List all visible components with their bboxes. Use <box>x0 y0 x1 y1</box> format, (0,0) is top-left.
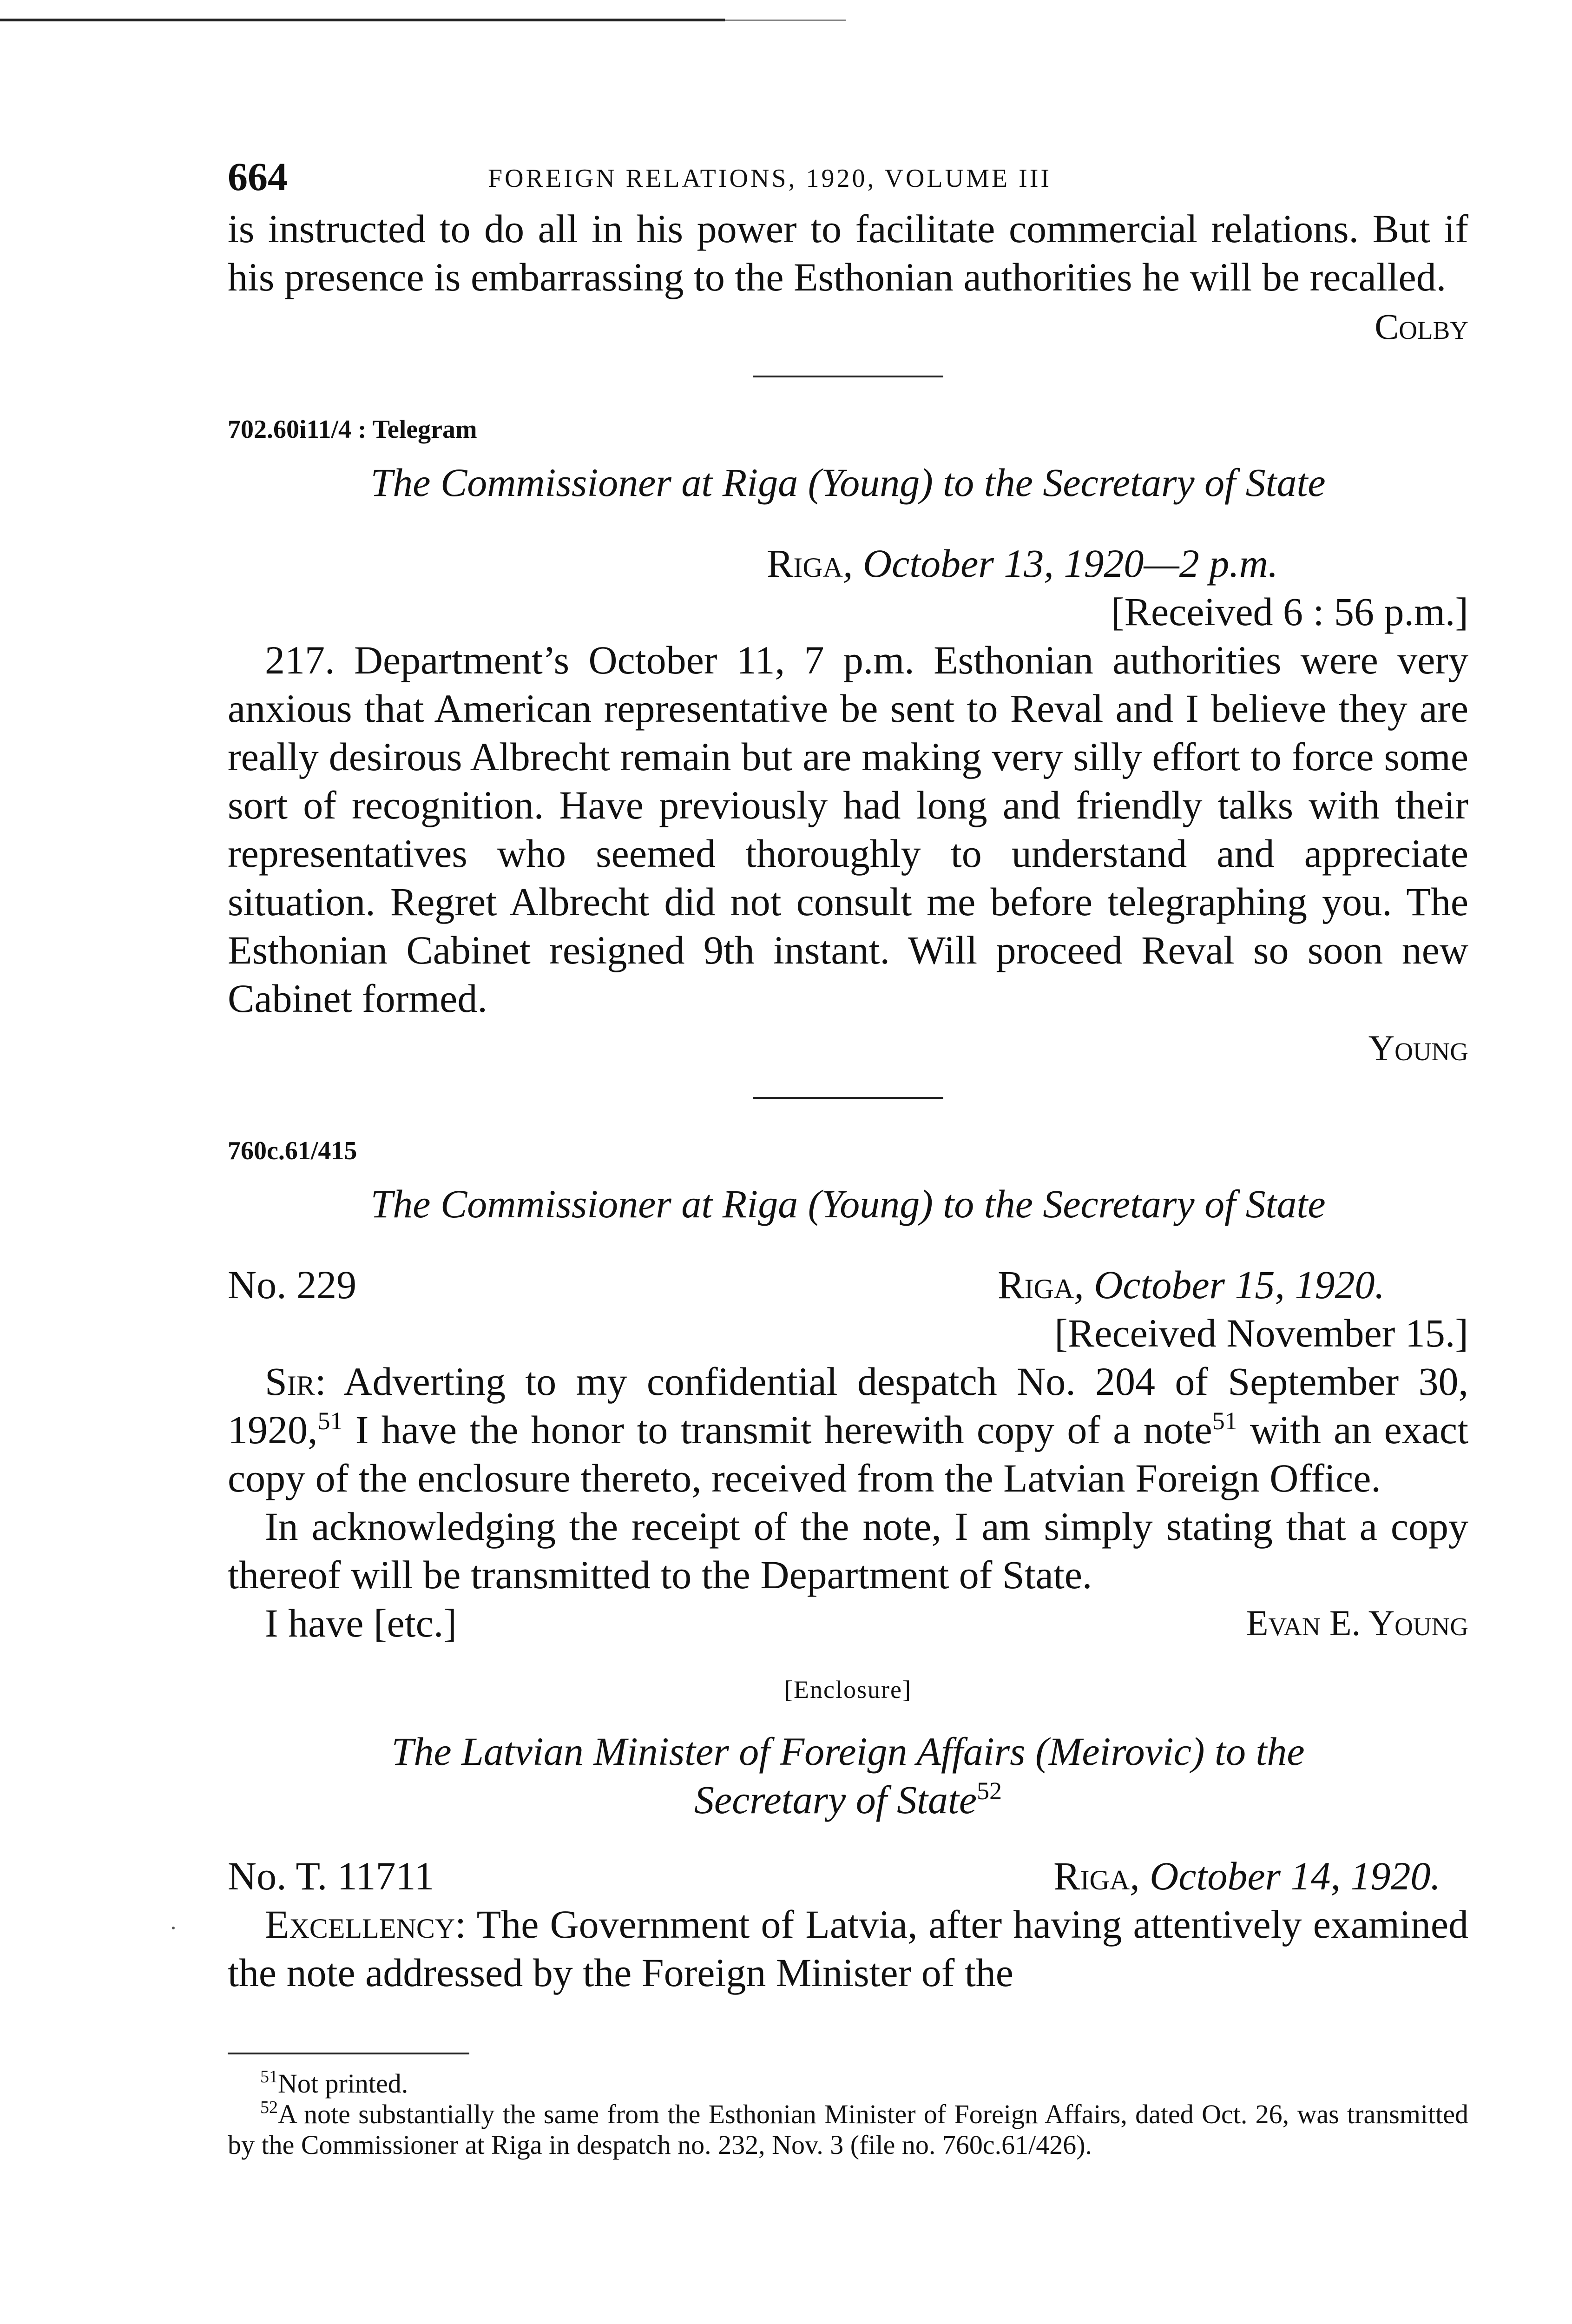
dateline-date: , October 14, 1920. <box>1130 1854 1440 1898</box>
despatch-paragraph-2: In acknowledging the receipt of the note, I am simply stating that a copy thereof will be transmitted to the Department of State. <box>228 1504 1468 1597</box>
note-number: No. T. 11711 <box>228 1854 434 1898</box>
enclosure-label: [Enclosure] <box>784 1676 912 1703</box>
dateline-place: Riga <box>998 1262 1074 1307</box>
signature-evan-young: Evan E. Young <box>1246 1603 1468 1643</box>
para1-part-a: : Adverting to my confidential despatch No. 204 of September 30, 1920, <box>228 1359 1468 1452</box>
footnote-52 <box>228 2099 1468 2160</box>
document-telegram <box>228 415 1468 1069</box>
footnote-number: 51 <box>260 2067 278 2086</box>
footnote-text: A note substantially the same from the Esthonian Minister of Foreign Affairs, dated Oct. 26, was transmitted by the Commissioner at Riga in despatch no. 232, Nov. 3 (file no. 760c.61/426). <box>228 2099 1468 2160</box>
enclosure <box>228 1675 1468 1997</box>
separator <box>753 1097 943 1099</box>
top-rule <box>0 19 725 21</box>
footnote-number: 52 <box>260 2098 278 2117</box>
footnotes <box>228 2068 1468 2160</box>
footnote-rule <box>228 2053 469 2054</box>
page-number: 664 <box>228 154 288 199</box>
continuation-text: is instructed to do all in his power to facilitate commercial relations. But if his presence is embarrassing to the Esthonian authorities he will be recalled. <box>228 206 1468 299</box>
footnote-51 <box>228 2068 1468 2099</box>
footnote-ref: 52 <box>977 1777 1002 1805</box>
enclosure-body <box>228 1900 1468 1997</box>
signature-young: Young <box>1368 1028 1468 1068</box>
signature-colby: Colby <box>1375 306 1468 347</box>
file-number: 702.60i11/4 : Telegram <box>228 415 477 444</box>
despatch-paragraph-1 <box>228 1357 1468 1502</box>
running-title: FOREIGN RELATIONS, 1920, VOLUME III <box>488 164 1052 193</box>
footnote-ref: 51 <box>1212 1407 1237 1435</box>
dateline-date: , October 13, 1920—2 p.m. <box>843 541 1278 586</box>
dateline <box>1053 1852 1468 1900</box>
file-number: 760c.61/415 <box>228 1136 357 1165</box>
salutation: Sir <box>265 1359 315 1404</box>
dateline-date: , October 15, 1920. <box>1074 1262 1385 1307</box>
footnote-ref: 51 <box>317 1407 343 1435</box>
para1-part-c: with an exact copy of the enclosure thereto, received from the Latvian Foreign Office. <box>228 1407 1468 1500</box>
stray-mark <box>172 1927 175 1929</box>
number-dateline-row <box>228 1852 1468 1900</box>
telegram-body: 217. Department’s October 11, 7 p.m. Esthonian authorities were very anxious that American representative be sent to Reval and I believe they are really desirous Albrecht remain but are making very silly effort to force some sort of recognition. Have previously had long and friendly talks with their representatives who seemed thoroughly to understand and appreciate situation. Regret Albrecht did not consult me before telegraphing you. The Esthonian Cabinet resigned 9th instant. Will proceed Reval so soon new Cabinet formed. <box>228 638 1468 1021</box>
closing: I have [etc.] <box>265 1601 457 1645</box>
dateline-place: Riga <box>767 541 843 586</box>
enclosure-heading <box>228 1727 1468 1824</box>
enclosure-heading-line-2: Secretary of State <box>694 1777 977 1822</box>
separator <box>753 376 943 377</box>
enclosure-body-text: : The Government of Latvia, after having attentively examined the note addressed by the Foreign Minister of the <box>228 1902 1468 1995</box>
despatch-number: No. 229 <box>228 1262 357 1307</box>
dateline <box>998 1261 1468 1309</box>
salutation: Excellency <box>265 1902 455 1947</box>
document-heading: The Commissioner at Riga (Young) to the Secretary of State <box>370 1182 1326 1226</box>
document-heading: The Commissioner at Riga (Young) to the Secretary of State <box>370 460 1326 505</box>
received-line: [Received November 15.] <box>1054 1311 1468 1355</box>
dateline-place: Riga <box>1053 1854 1130 1898</box>
closing-row <box>228 1599 1468 1647</box>
para1-part-b: I have the honor to transmit herewith copy of a note <box>342 1407 1212 1452</box>
dateline <box>228 539 1468 588</box>
running-head <box>228 153 1468 205</box>
number-dateline-row <box>228 1261 1468 1309</box>
page <box>228 153 1468 2160</box>
enclosure-heading-line-1: The Latvian Minister of Foreign Affairs (Meirovic) to the <box>391 1729 1305 1774</box>
top-rule-fade <box>725 20 846 21</box>
document-despatch <box>228 1136 1468 1647</box>
received-line: [Received 6 : 56 p.m.] <box>1111 589 1468 634</box>
footnote-text: Not printed. <box>278 2068 408 2099</box>
